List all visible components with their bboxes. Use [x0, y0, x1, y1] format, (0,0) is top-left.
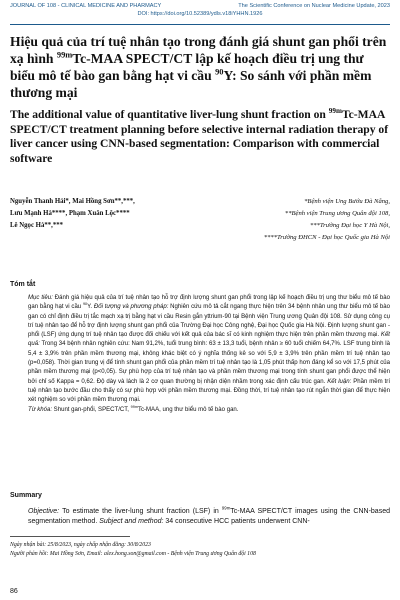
author-line: Nguyễn Thanh Hải*, Mai Hồng Sơn**,***, — [10, 198, 135, 205]
footnote-received: Ngày nhận bài: 25/8/2023, ngày chấp nhận đăng: 30/8/2023 — [10, 542, 151, 548]
author-line: Lưu Mạnh Hà****, Phạm Xuân Lộc**** — [10, 210, 130, 217]
abstract-heading: Tóm tắt — [10, 281, 36, 288]
footnotes — [10, 541, 390, 559]
affiliation-line: ****Trường ĐHCN - Đại học Quốc gia Hà Nội — [263, 234, 390, 241]
affiliation-line: *Bệnh viện Ung Bướu Đà Nẵng, — [304, 198, 390, 205]
summary-body: Objective: To estimate the liver-lung shunt fraction (LSF) in $^{99m}$Tc-MAA SPECT/CT images using the CNN-based segmentation method. Subject and method: 34 consecutive HCC patients underwent CNN- — [28, 505, 390, 525]
page-number: 86 — [10, 588, 18, 595]
affiliation-line: **Bệnh viện Trung ương Quân đội 108, — [284, 210, 390, 217]
header-divider — [10, 24, 390, 25]
affiliation-line: ***Trường Đại học Y Hà Nội, — [309, 222, 390, 229]
footnote-divider — [10, 536, 130, 537]
author-line: Lê Ngọc Hà**,*** — [10, 222, 64, 229]
title-english: The additional value of quantitative liver-lung shunt fraction on $^{99m}$Tc-MAA SPECT/CT treatment planning before selective internal radiation therapy of liver cancer using CNN-based segmentation: Comparison with commercial software — [10, 107, 389, 165]
conference-name: The Scientific Conference on Nuclear Medicine Update, 2023 — [238, 3, 390, 9]
author-list — [10, 196, 135, 232]
affiliation-list — [264, 196, 390, 244]
abstract-paragraph: Mục tiêu: Đánh giá hiệu quả của trí tuệ nhân tạo hỗ trợ định lượng shunt gan phổi trong lập kế hoạch điều trị ung thư biểu mô tế bào gan bằng hạt vi cầu $^{90}$Y. Đối tượng và phương pháp: Nghiên cứu mô tả cắt ngang thực hiện trên 34 bệnh nhân ung thư biểu mô tế bào gan có chỉ định điều trị tắc mạch xạ trị bằng hạt vi cầu Resin gắn yttrium-90 tại Bệnh viện Trung ương Quân đội 108. Sử dụng công cụ trí tuệ nhân tạo để hỗ trợ định lượng shunt gan phổi của Trường Đại học Công nghệ, Đại học Quốc gia Hà Nội. Định lượng shunt gan - phổi (LSF) ứng dụng trí tuệ nhân tạo được đối chiếu với kết quả của bác sĩ có kinh nghiệm thực hiện trên phần mềm thương mại. Kết quả: Trong 34 bệnh nhân nghiên cứu: Nam 91,2%, tuổi trung bình: 63 ± 13,3 tuổi, bệnh nhân ≥ 60 tuổi chiếm 64,7%. LSF trung bình là 5,4 ± 3,9% trên phần mềm thương mại, không khác biệt có ý nghĩa thống kê so với 5,9 ± 3,9% trên phần mềm trí tuệ nhân tạo (p=0,058). Thời gian trung vị để tính shunt gan phổi của phần mềm trí tuệ nhân tạo là 1,05 phút thấp hơn đáng kể so với 17,5 phút của phần mềm thương mại (p<0,05). Sự phù hợp của trí tuệ nhân tạo và phần mềm thương mại trong tính shunt gan phổi được thể hiện bởi chỉ số Kappa = 0,62. Độ dày và lách là 2 cơ quan thường bị nhận diện nhầm trong xác định cấu trúc gan. Kết luận: Phần mềm trí tuệ nhân tạo bước đầu cho thấy có sự phù hợp với phần mềm thương mại. Đồng thời, trí tuệ nhân tạo rút ngắn thời gian để thực hiện xét nghiệm so với phần mềm thương mại. — [28, 295, 391, 404]
keywords: Từ khóa: Shunt gan-phổi, SPECT/CT, $^{99m}$Tc-MAA, ung thư biểu mô tế bào gan. — [28, 404, 239, 413]
footnote-correspondence: Người phản hồi: Mai Hồng Sơn, Email: alex.hong.son@gmail.com - Bệnh viện Trung ương Quân đội 108 — [10, 551, 256, 557]
doi-link[interactable]: DOI: https://doi.org/10.52389/ydls.v18iYHHN.1926 — [137, 11, 263, 17]
title-vietnamese: Hiệu quả của trí tuệ nhân tạo trong đánh giá shunt gan phổi trên xạ hình $^{99m}$Tc-MAA SPECT/CT lập kế hoạch điều trị ung thư biểu mô tế bào gan bằng hạt vi cầu $^{90}$Y: So sánh với phần mềm thương mại — [10, 34, 387, 100]
summary-heading: Summary — [10, 492, 42, 499]
abstract-body — [28, 294, 390, 415]
journal-name: JOURNAL OF 108 - CLINICAL MEDICINE AND PHARMACY — [10, 3, 162, 9]
